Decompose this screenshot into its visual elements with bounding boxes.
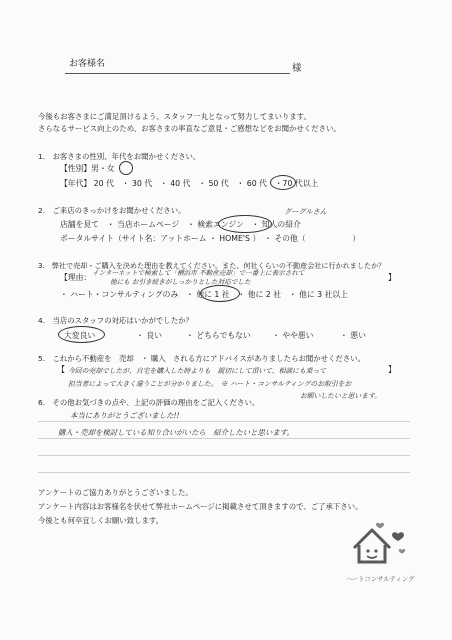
q2-selected-circle — [218, 215, 272, 233]
q3-selected-circle — [200, 285, 240, 302]
q3-question: 3. 弊社で売却・ご購入を決めた理由を教えてください。また、何社くらいの不動産会社に行かれましたか？ — [38, 261, 386, 270]
q3-hand-reason-1: インターネットで検索して「横浜市 不動産売却」で一番上に表示されて — [92, 269, 305, 277]
intro-line-1: 今後もお客さまにご満足頂けるよう、スタッフ一丸となって努力してまいります。 — [38, 112, 311, 121]
q4-question: 4. 当店のスタッフの対応はいかがでしたか？ — [38, 316, 193, 325]
q5-hand-line-2: 担当者によって大きく違うことが分かりました。 ※ ハート・コンサルティングのお取引をお — [68, 380, 352, 388]
q6-hand-line-2: 購入・売却を検討している知り合いがいたら 紹介したいと思います。 — [58, 428, 294, 437]
q2-hand-note: グーグルさん — [284, 207, 327, 216]
q6-rule-1 — [38, 421, 410, 422]
footer-line-2: アンケート内容はお客様名を伏せて弊社ホームページに掲載させて頂きますので、ご了承下さい。 — [38, 502, 363, 511]
customer-name-underline — [65, 73, 290, 74]
q3-reason-label: 【理由： — [60, 273, 92, 282]
q6-rule-2 — [38, 438, 410, 439]
q5-open-bracket: 【 — [57, 365, 65, 374]
q2-options-row-2: ポータルサイト（サイト名：アットホーム ・ HOME'S ） ・ その他（ ） — [60, 234, 361, 243]
q6-rule-3 — [38, 455, 410, 456]
footer-line-1: アンケートのご協力ありがとうございました。 — [38, 488, 193, 497]
honorific-label: 様 — [292, 63, 302, 74]
intro-line-2: さらなるサービス向上のため、お客さまの率直なご意見・ご感想などをお聞かせください。 — [38, 124, 341, 133]
q1-gender-selected-circle — [119, 161, 133, 175]
q1-age-options: 【年代】 20 代 ・ 30 代 ・ 40 代 ・ 50 代 ・ 60 代 ・70 代以上 — [60, 179, 319, 188]
q1-age-selected-circle — [270, 175, 296, 190]
q1-question: 1. お客さまの性別、年代をお聞かせください。 — [38, 152, 201, 161]
q4-option-2: ・ 良い — [136, 331, 162, 340]
q3-reason-close-bracket: 】 — [388, 273, 396, 282]
q5-close-bracket: 】 — [388, 365, 396, 374]
q6-rule-4 — [38, 472, 410, 473]
q6-hand-line-1: 本当にありがとうございました!! — [70, 411, 180, 420]
q1-gender-options: 【性別】男・女 — [60, 164, 115, 173]
house-heart-icon — [340, 520, 420, 568]
q6-question: 6. その他お気づきの点や、上記の評価の理由をご記入ください。 — [38, 398, 260, 407]
q2-question: 2. ご来店のきっかけをお聞かせください。 — [38, 206, 186, 215]
q5-hand-line-3: お願いしたいと思います。 — [300, 392, 382, 400]
q4-selected-circle — [58, 326, 105, 343]
q5-hand-line-1: 今回の売却でしたが、自宅を購入した時よりも 親切にして頂いて、相談にも乗って — [68, 367, 327, 375]
q5-question: 5. これから不動産を 売却 ・ 購入 される方にアドバイスがありましたらお聞かせください。 — [38, 354, 365, 363]
q4-option-5: ・ 悪い — [340, 331, 366, 340]
footer-line-3: 今後とも何卒宜しくお願い致します。 — [38, 516, 164, 525]
logo-text: ハートコンサルティング — [345, 575, 415, 583]
q4-option-1: 大変良い — [64, 331, 96, 340]
q3-hand-reason-2: 他にも お引き続きがしっかりとした対応でした — [110, 278, 251, 286]
q2-options-row-1: 店舗を見て ・ 当店ホームページ ・ 検索エンジン ・ 知人の紹介 — [60, 220, 301, 229]
company-logo — [340, 520, 420, 582]
q4-option-3: ・ どちらでもない — [186, 331, 251, 340]
customer-name-label: お客様名 — [69, 59, 106, 69]
q3-company-options: ・ ハート・コンサルティングのみ ・ 他に 1 社 ・ 他に 2 社 ・ 他に 3 社以上 — [60, 290, 348, 299]
q4-option-4: ・ やや悪い — [272, 331, 314, 340]
